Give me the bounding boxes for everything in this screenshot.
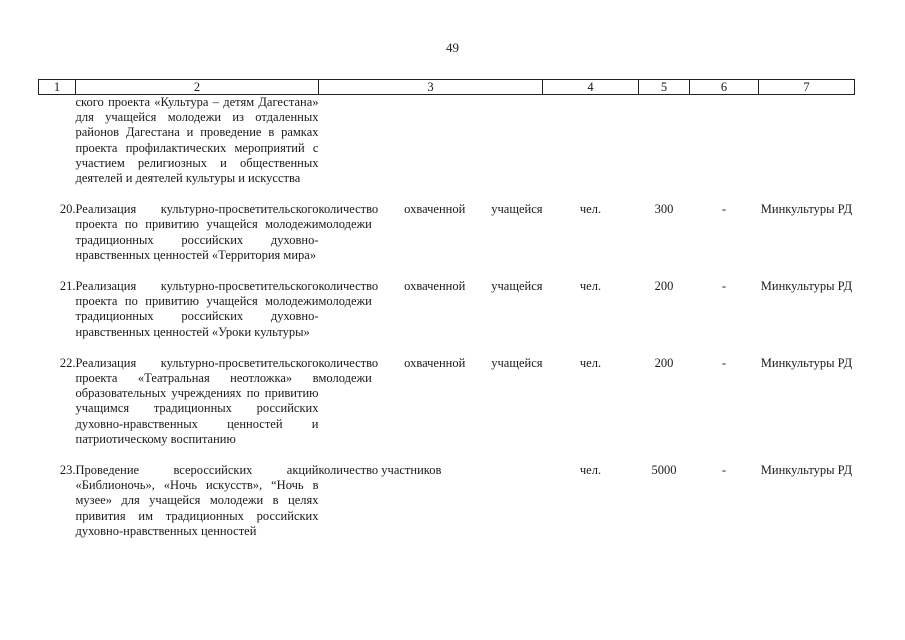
executor: Минкультуры РД: [760, 355, 853, 370]
col6-value: -: [721, 202, 727, 217]
executor: Минкультуры РД: [760, 202, 853, 217]
executor: Минкультуры РД: [760, 279, 853, 294]
row-number: 23.: [59, 463, 76, 478]
header-col-1: 1: [39, 80, 76, 95]
measure-name: Проведение всероссийских акций «Библионочь», «Ночь искусств», “Ночь в музее» для учащейся молодежи в целях привития им традиционных российских духовно-нравственных ценностей: [75, 463, 319, 538]
header-col-5: 5: [639, 80, 690, 95]
indicator: количество участников: [318, 463, 442, 478]
table-header-row: [39, 80, 855, 95]
header-col-3: 3: [319, 80, 543, 95]
indicator: количество охваченной учащейся молодежи: [318, 279, 543, 309]
table-row: [39, 356, 855, 447]
page-number: 49: [446, 40, 459, 55]
measure-name: Реализация культурно-просветительского проекта «Театральная неотложка» в образовательных учреждениях по привитию учащимся традиционных российских духовно-нравственных ценностей и патриотическому воспитанию: [75, 355, 319, 446]
header-col-6: 6: [690, 80, 759, 95]
header-col-7: 7: [759, 80, 855, 95]
measure-name: Реализация культурно-просветительского проекта по привитию учащейся молодежи традиционных российских духовно-нравственных ценностей «Уроки культуры»: [75, 279, 319, 339]
unit: чел.: [579, 202, 602, 217]
continuation-text: ского проекта «Культура – детям Дагестана» для учащейся молодежи из отдаленных районов Дагестана и проведение в рамках проекта профилактических мероприятий с участием религиозных и общественных деятелей и деятелей культуры и искусства: [75, 95, 319, 186]
col6-value: -: [721, 279, 727, 294]
executor: Минкультуры РД: [760, 463, 853, 478]
table-row: [39, 463, 855, 539]
value: 200: [654, 355, 674, 370]
value: 300: [654, 202, 674, 217]
col6-value: -: [721, 463, 727, 478]
indicator: количество охваченной учащейся молодежи: [318, 202, 543, 232]
row-number: 20.: [59, 202, 76, 217]
measures-table: [38, 79, 855, 539]
table-row: [39, 279, 855, 340]
col6-value: -: [721, 355, 727, 370]
header-col-4: 4: [543, 80, 639, 95]
indicator: количество охваченной учащейся молодежи: [318, 355, 543, 386]
row-number: 22.: [59, 355, 76, 370]
unit: чел.: [579, 279, 602, 294]
value: 5000: [651, 463, 677, 478]
row-number: 21.: [59, 279, 76, 294]
measure-name: Реализация культурно-просветительского проекта по привитию учащейся молодежи традиционных российских духовно-нравственных ценностей «Территория мира»: [75, 202, 319, 262]
table-row: [39, 202, 855, 263]
unit: чел.: [579, 463, 602, 478]
unit: чел.: [579, 355, 602, 370]
header-col-2: 2: [76, 80, 319, 95]
table-row-continuation: [39, 95, 855, 187]
value: 200: [654, 279, 674, 294]
